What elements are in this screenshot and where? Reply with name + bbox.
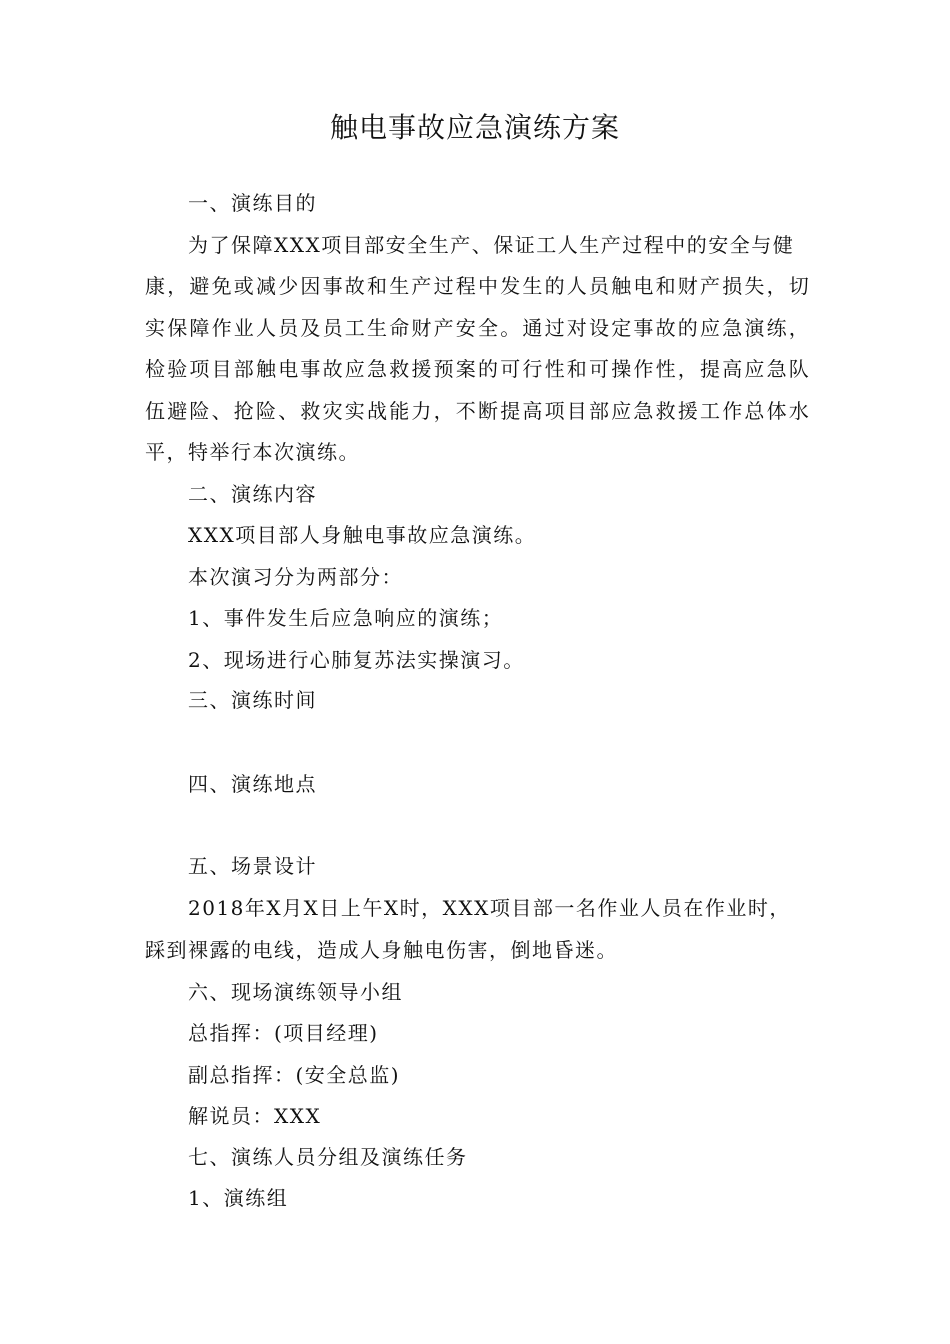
paragraph-line: 2018年X月X日上午X时，XXX项目部一名作业人员在作业时， [188, 896, 791, 920]
role-line: 总指挥：(项目经理) [188, 1021, 379, 1045]
paragraph-line: 伍避险、抢险、救灾实战能力，不断提高项目部应急救援工作总体水 [145, 399, 811, 423]
section-heading-groups: 七、演练人员分组及演练任务 [188, 1145, 468, 1169]
role-line: 副总指挥：(安全总监) [188, 1063, 401, 1087]
paragraph-line: 踩到裸露的电线，造成人身触电伤害，倒地昏迷。 [145, 938, 618, 962]
paragraph-line: 为了保障XXX项目部安全生产、保证工人生产过程中的安全与健 [188, 233, 795, 257]
paragraph-line: 本次演习分为两部分： [188, 565, 403, 589]
section-heading-location: 四、演练地点 [188, 772, 317, 796]
list-item: 1、演练组 [188, 1186, 289, 1210]
section-heading-content: 二、演练内容 [188, 482, 317, 506]
list-item: 1、事件发生后应急响应的演练； [188, 606, 504, 630]
section-heading-purpose: 一、演练目的 [188, 191, 317, 215]
section-heading-time: 三、演练时间 [188, 688, 317, 712]
list-item: 2、现场进行心肺复苏法实操演习。 [188, 648, 525, 672]
paragraph-line: 平，特举行本次演练。 [145, 440, 360, 464]
section-heading-scenario: 五、场景设计 [188, 854, 317, 878]
section-heading-leadership: 六、现场演练领导小组 [188, 980, 403, 1004]
paragraph-line: 康，避免或减少因事故和生产过程中发生的人员触电和财产损失，切 [145, 274, 811, 298]
role-line: 解说员：XXX [188, 1104, 322, 1128]
document-title: 触电事故应急演练方案 [329, 111, 620, 144]
paragraph-line: XXX项目部人身触电事故应急演练。 [188, 523, 537, 547]
paragraph-line: 检验项目部触电事故应急救援预案的可行性和可操作性，提高应急队 [145, 357, 811, 381]
paragraph-line: 实保障作业人员及员工生命财产安全。通过对设定事故的应急演练， [145, 316, 811, 340]
